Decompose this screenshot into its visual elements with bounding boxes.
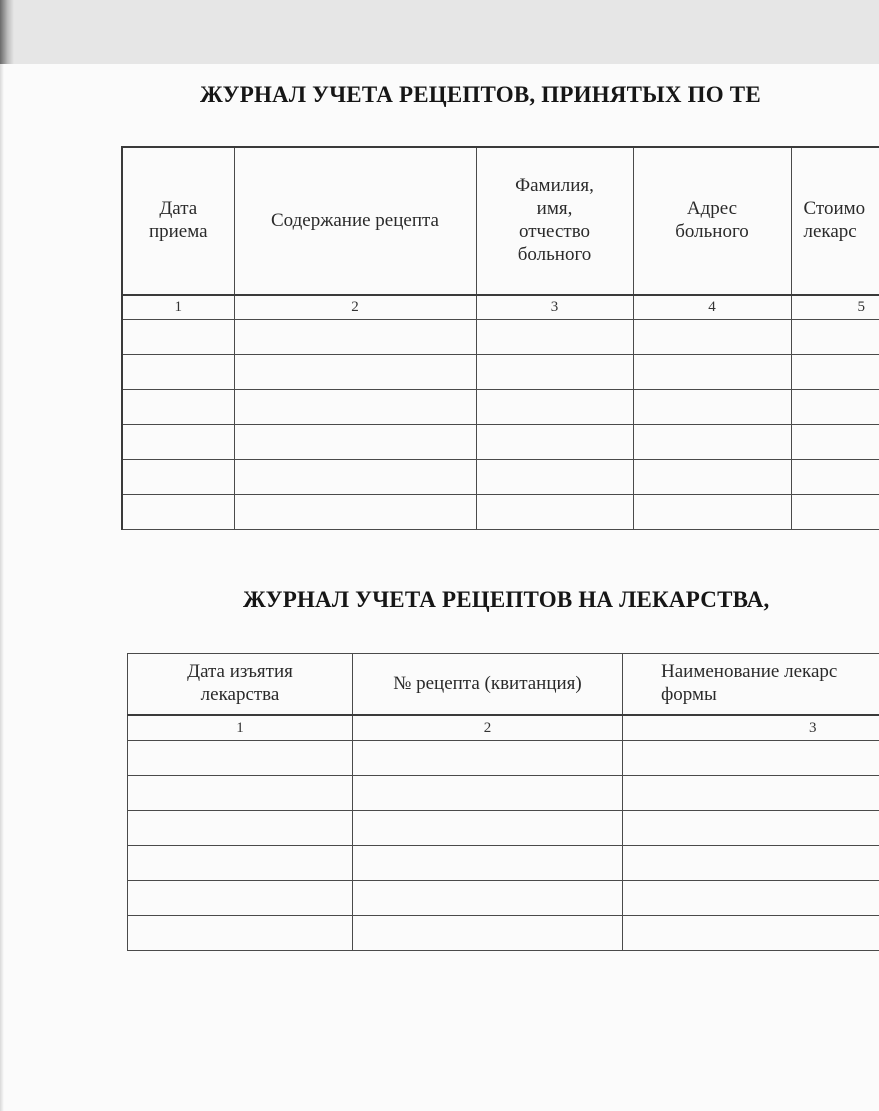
empty-cell — [633, 460, 791, 495]
empty-cell — [791, 355, 879, 390]
empty-cell — [476, 425, 633, 460]
column-header-date: Дата приема — [122, 147, 234, 295]
empty-cell — [633, 355, 791, 390]
journal-1-header-row — [122, 147, 879, 295]
column-header-patient-name: Фамилия, имя, отчество больного — [476, 147, 633, 295]
table-row — [128, 846, 879, 881]
empty-cell — [633, 495, 791, 530]
empty-cell — [234, 355, 476, 390]
journal-1-number-row — [122, 295, 879, 320]
table-row — [128, 916, 879, 951]
empty-cell — [791, 390, 879, 425]
journal-2-table — [127, 653, 879, 951]
column-number: 2 — [353, 715, 623, 741]
table-row — [122, 355, 879, 390]
column-header-cost: Стоимо лекарс — [791, 147, 879, 295]
empty-cell — [234, 320, 476, 355]
empty-cell — [353, 916, 623, 951]
empty-cell — [234, 495, 476, 530]
empty-cell — [122, 320, 234, 355]
table-row — [122, 425, 879, 460]
empty-cell — [128, 881, 353, 916]
empty-cell — [623, 846, 879, 881]
table-row — [128, 776, 879, 811]
journal-1-title: ЖУРНАЛ УЧЕТА РЕЦЕПТОВ, ПРИНЯТЫХ ПО ТЕ — [200, 82, 761, 107]
column-header-prescription-number: № рецепта (квитанция) — [353, 654, 623, 716]
journal-2-title: ЖУРНАЛ УЧЕТА РЕЦЕПТОВ НА ЛЕКАРСТВА, — [243, 587, 770, 612]
empty-cell — [353, 776, 623, 811]
empty-cell — [623, 776, 879, 811]
column-number: 1 — [122, 295, 234, 320]
table-row — [122, 495, 879, 530]
empty-cell — [791, 460, 879, 495]
empty-cell — [791, 320, 879, 355]
column-number: 2 — [234, 295, 476, 320]
empty-cell — [128, 846, 353, 881]
column-header-content: Содержание рецепта — [234, 147, 476, 295]
journal-2-number-row — [128, 715, 879, 741]
empty-cell — [122, 425, 234, 460]
empty-cell — [122, 460, 234, 495]
empty-cell — [353, 846, 623, 881]
empty-cell — [476, 460, 633, 495]
column-number: 3 — [623, 715, 879, 741]
column-header-withdrawal-date: Дата изъятия лекарства — [128, 654, 353, 716]
column-number: 5 — [791, 295, 879, 320]
column-number: 4 — [633, 295, 791, 320]
empty-cell — [791, 425, 879, 460]
empty-cell — [122, 355, 234, 390]
empty-cell — [128, 916, 353, 951]
table-row — [128, 741, 879, 776]
empty-cell — [633, 320, 791, 355]
column-number: 3 — [476, 295, 633, 320]
journal-2-header-row — [128, 654, 879, 716]
column-header-medicine-name: Наименование лекарс формы — [623, 654, 879, 716]
empty-cell — [476, 390, 633, 425]
journal-1-table — [121, 146, 879, 530]
empty-cell — [128, 741, 353, 776]
table-row — [128, 811, 879, 846]
empty-cell — [234, 460, 476, 495]
column-header-address: Адрес больного — [633, 147, 791, 295]
empty-cell — [353, 881, 623, 916]
empty-cell — [623, 741, 879, 776]
page-edge — [0, 64, 4, 1111]
empty-cell — [122, 495, 234, 530]
scanner-shadow — [0, 0, 14, 64]
empty-cell — [791, 495, 879, 530]
empty-cell — [476, 495, 633, 530]
empty-cell — [353, 811, 623, 846]
empty-cell — [128, 811, 353, 846]
empty-cell — [633, 390, 791, 425]
empty-cell — [128, 776, 353, 811]
empty-cell — [633, 425, 791, 460]
empty-cell — [623, 881, 879, 916]
empty-cell — [122, 390, 234, 425]
table-row — [122, 390, 879, 425]
column-number: 1 — [128, 715, 353, 741]
scanner-top-band — [0, 0, 879, 64]
table-row — [122, 460, 879, 495]
empty-cell — [353, 741, 623, 776]
empty-cell — [623, 916, 879, 951]
empty-cell — [623, 811, 879, 846]
empty-cell — [476, 320, 633, 355]
table-row — [122, 320, 879, 355]
table-row — [128, 881, 879, 916]
empty-cell — [476, 355, 633, 390]
empty-cell — [234, 425, 476, 460]
empty-cell — [234, 390, 476, 425]
